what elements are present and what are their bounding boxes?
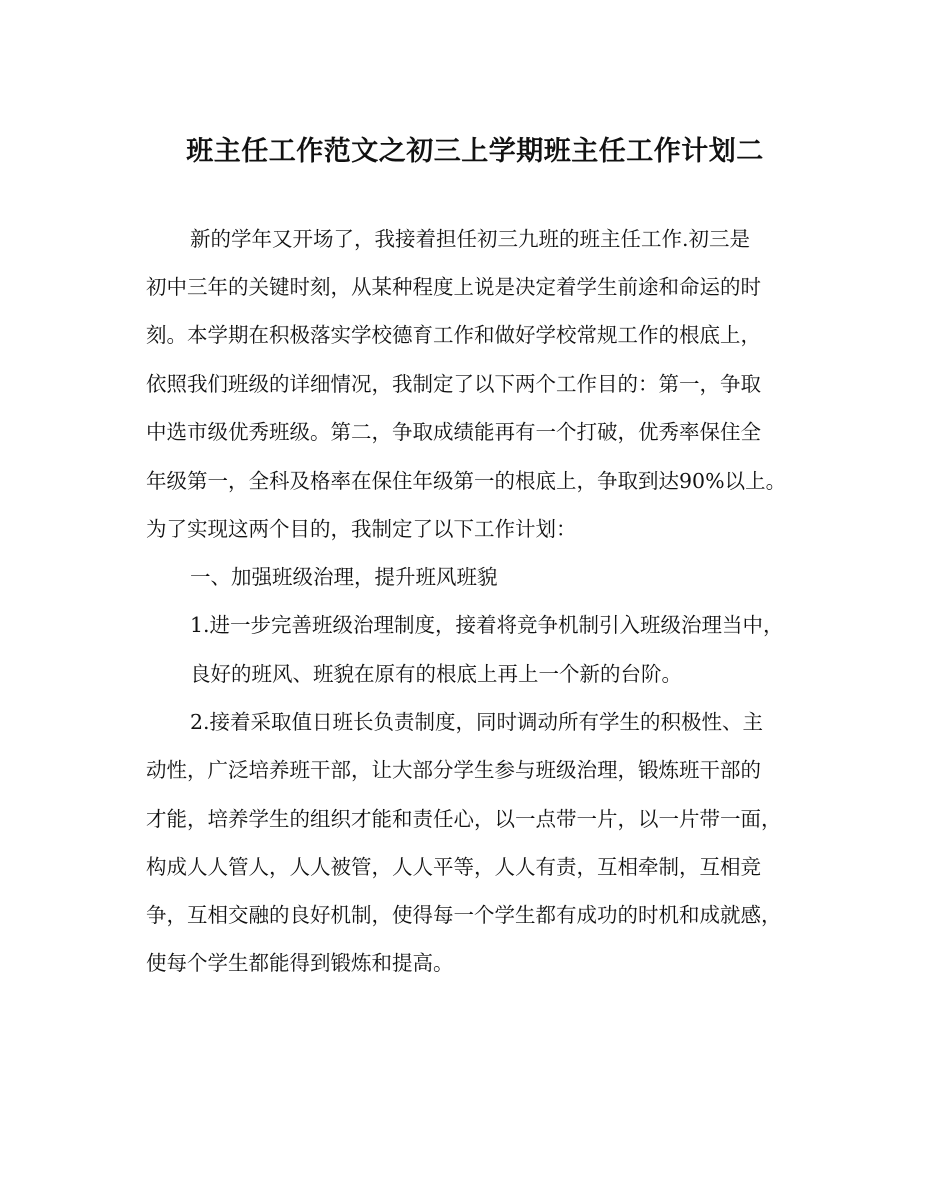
paragraph-line: 动性，广泛培养班干部，让大部分学生参与班级治理，锻炼班干部的 (146, 758, 761, 782)
paragraph-line: 新的学年又开场了，我接着担任初三九班的班主任工作.初三是 (190, 227, 751, 251)
paragraph-line: 年级第一，全科及格率在保住年级第一的根底上，争取到达90%以上。 (146, 469, 787, 493)
paragraph-line: 构成人人管人，人人被管，人人平等，人人有责，互相牵制，互相竞 (146, 855, 761, 879)
paragraph-line: 良好的班风、班貌在原有的根底上再上一个新的台阶。 (190, 662, 682, 686)
paragraph-line: 争，互相交融的良好机制，使得每一个学生都有成功的时机和成就感， (146, 903, 782, 927)
paragraph-line: 初中三年的关键时刻，从某种程度上说是决定着学生前途和命运的时 (146, 275, 761, 299)
document-title: 班主任工作范文之初三上学期班主任工作计划二 (186, 136, 764, 167)
section-heading: 一、加强班级治理，提升班风班貌 (190, 565, 498, 589)
paragraph-line: 依照我们班级的详细情况，我制定了以下两个工作目的：第一，争取 (146, 372, 761, 396)
paragraph-line: 为了实现这两个目的，我制定了以下工作计划： (146, 517, 577, 541)
paragraph-line: 2.接着采取值日班长负责制度，同时调动所有学生的积极性、主 (190, 710, 764, 734)
paragraph-line: 1.进一步完善班级治理制度，接着将竞争机制引入班级治理当中， (190, 613, 784, 637)
paragraph-line: 使每个学生都能得到锻炼和提高。 (146, 951, 454, 975)
paragraph-line: 才能，培养学生的组织才能和责任心，以一点带一片，以一片带一面， (146, 807, 782, 831)
paragraph-line: 中选市级优秀班级。第二，争取成绩能再有一个打破，优秀率保住全 (146, 420, 761, 444)
paragraph-line: 刻。本学期在积极落实学校德育工作和做好学校常规工作的根底上， (146, 323, 761, 347)
